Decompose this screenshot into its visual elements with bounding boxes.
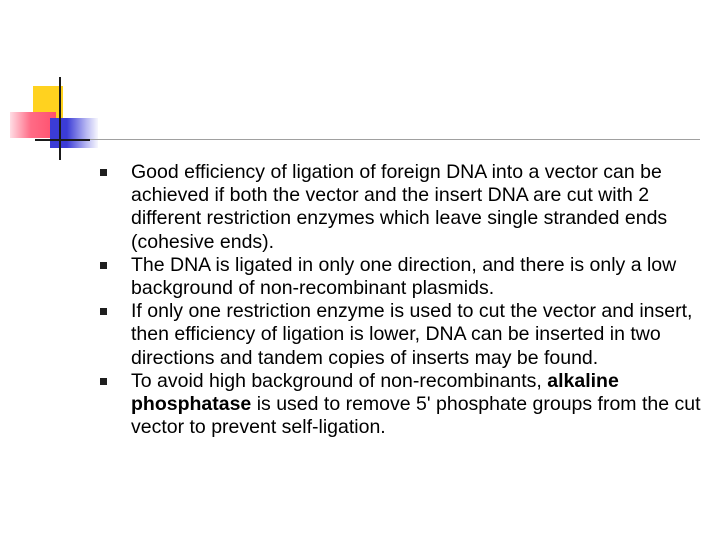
bullet-text-start: To avoid high background of non-recombinants, (131, 369, 548, 392)
bullet-text: The DNA is ligated in only one direction, and there is only a low background of non-recombinant plasmids. (131, 253, 677, 300)
title-divider-accent (35, 139, 90, 141)
square-bullet-icon (100, 378, 107, 385)
bullet-text: If only one restriction enzyme is used to cut the vector and insert, then efficiency of ligation is lower, DNA can be inserted in two directions and tandem copies of inserts may be found. (131, 300, 693, 369)
title-divider-line (35, 139, 700, 140)
bullet-list (96, 161, 708, 439)
bullet-item (96, 254, 708, 300)
bullet-text-end: is used to remove 5' phosphate groups from the cut vector to prevent self-ligation. (131, 393, 701, 439)
bullet-item (96, 300, 708, 370)
bullet-item (96, 161, 708, 254)
decorative-blue-square (50, 118, 98, 148)
bold-term: alkaline phosphatase (131, 369, 619, 416)
square-bullet-icon (100, 308, 107, 315)
square-bullet-icon (100, 169, 107, 176)
square-bullet-icon (100, 262, 107, 269)
bullet-item (96, 370, 708, 440)
bullet-text: Good efficiency of ligation of foreign DNA into a vector can be achieved if both the vector and the insert DNA are cut with 2 different restriction enzymes which leave single stranded ends (cohesive ends). (131, 161, 668, 253)
decorative-vertical-line (59, 77, 61, 160)
